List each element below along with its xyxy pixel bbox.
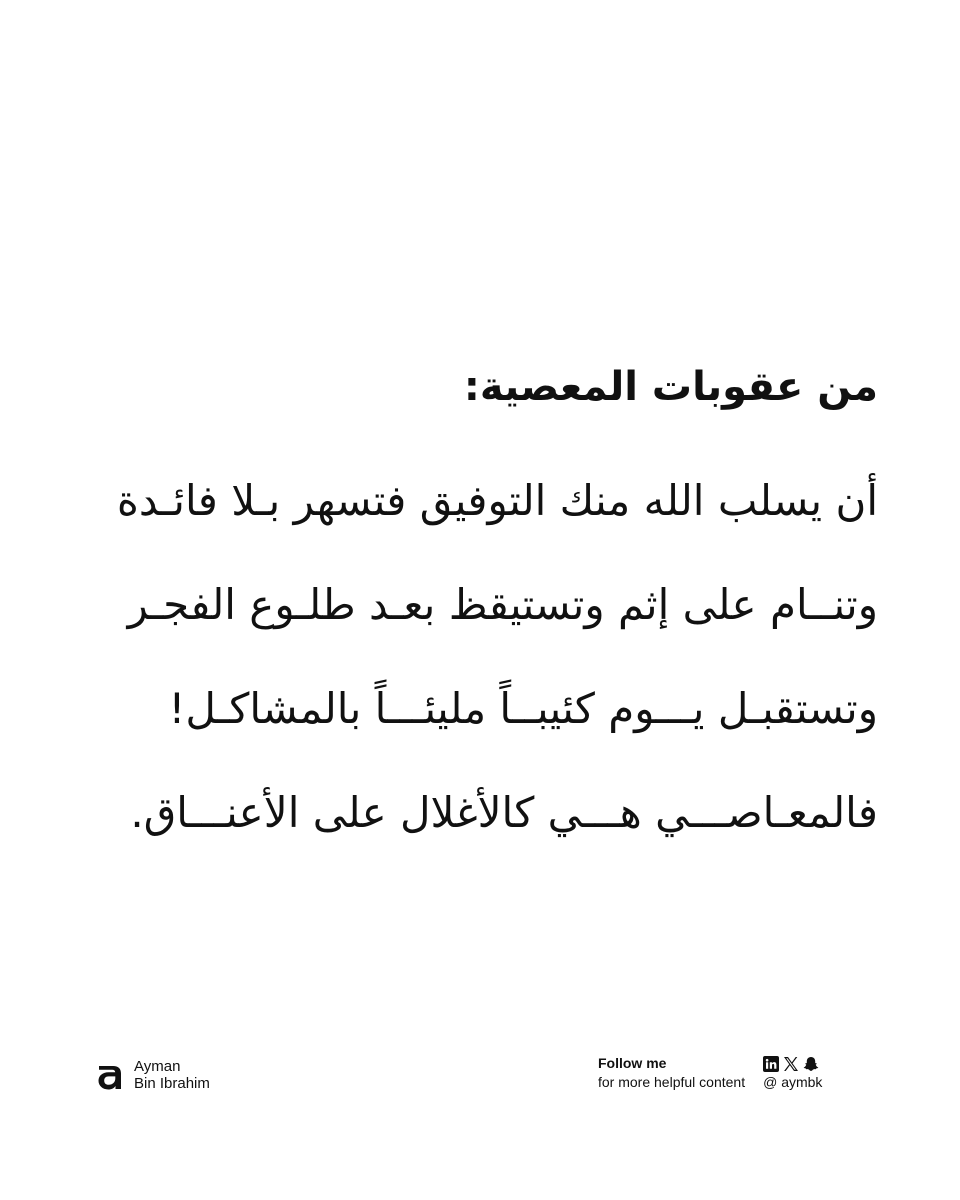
author-name-line1: Ayman — [134, 1058, 181, 1075]
post-line-3: وتستقبـل يـــوم كئيبــاً مليئـــاً بالمشاكـل! — [168, 684, 878, 733]
follow-subtitle: for more helpful content — [598, 1074, 746, 1090]
social-handle[interactable]: @ aymbk — [763, 1074, 823, 1090]
follow-section — [598, 1054, 822, 1092]
linkedin-icon[interactable] — [763, 1056, 779, 1072]
snapchat-icon[interactable] — [803, 1056, 819, 1072]
brand-logo-icon — [96, 1059, 124, 1091]
author-name-line2: Bin Ibrahim — [134, 1075, 210, 1092]
post-content — [90, 355, 878, 865]
post-line-1: أن يسلب الله منك التوفيق فتسهر بـلا فائـدة — [116, 476, 878, 525]
author-brand — [96, 1058, 210, 1092]
x-icon[interactable] — [783, 1056, 799, 1072]
post-line-4: فالمعـاصـــي هـــي كالأغلال على الأعنـــاق. — [130, 788, 878, 837]
post-line-2: وتنــام على إثم وتستيقظ بعـد طلـوع الفجـر — [127, 580, 878, 629]
follow-title: Follow me — [598, 1055, 667, 1071]
post-title: من عقوبات المعصية: — [463, 364, 878, 410]
social-block — [763, 1054, 822, 1092]
social-icons — [763, 1054, 822, 1073]
